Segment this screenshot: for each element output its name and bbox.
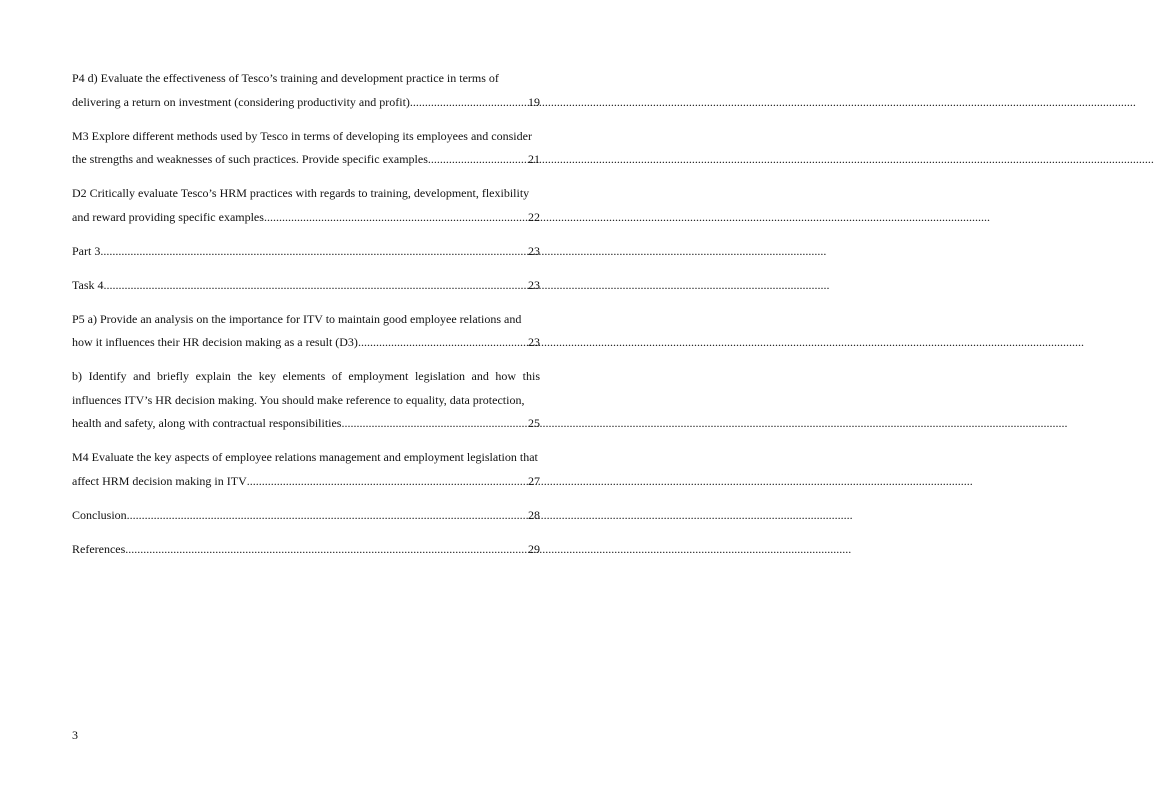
toc-entry-text: References [72, 541, 126, 556]
toc-page-number: 23 [528, 277, 540, 292]
toc-entry-m4[interactable] [72, 446, 540, 493]
table-of-contents [72, 67, 540, 572]
toc-entry-text: Part 3 [72, 243, 101, 258]
dot-leader [100, 240, 528, 264]
toc-page-number: 22 [528, 209, 540, 224]
toc-entry-m3[interactable] [72, 125, 540, 172]
toc-entry-text: delivering a return on investment (considering productivity and profit) [72, 94, 410, 109]
toc-page-number: 23 [528, 243, 540, 258]
toc-entry-task-4[interactable] [72, 274, 540, 298]
dot-leader [247, 470, 528, 494]
dot-leader [410, 91, 528, 115]
toc-page-number: 27 [528, 473, 540, 488]
dot-leader [341, 412, 528, 436]
dot-leader [127, 504, 528, 528]
toc-entry-p4d[interactable] [72, 67, 540, 114]
toc-entry-p5a[interactable] [72, 308, 540, 355]
toc-entry-text: P4 d) Evaluate the effectiveness of Tesco’s training and development practice in terms of [72, 71, 499, 85]
toc-page-number: 28 [528, 507, 540, 522]
toc-entry-text: Task 4 [72, 277, 104, 292]
toc-entry-text: and reward providing specific examples [72, 209, 264, 224]
toc-entry-references[interactable] [72, 538, 540, 562]
toc-entry-conclusion[interactable] [72, 504, 540, 528]
toc-entry-text: the strengths and weaknesses of such practices. Provide specific examples [72, 152, 428, 166]
toc-page-number: 21 [528, 152, 540, 166]
toc-page-number: 19 [528, 94, 540, 109]
dot-leader [104, 274, 529, 298]
dot-leader [125, 538, 528, 562]
toc-entry-part-3[interactable] [72, 240, 540, 264]
toc-entry-text: affect HRM decision making in ITV [72, 473, 247, 488]
toc-entry-text: how it influences their HR decision making as a result (D3) [72, 335, 358, 349]
toc-entry-text: health and safety, along with contractual responsibilities [72, 416, 342, 430]
dot-leader [264, 206, 528, 230]
toc-entry-text: P5 a) Provide an analysis on the importance for ITV to maintain good employee relations and [72, 311, 522, 326]
toc-entry-text: M4 Evaluate the key aspects of employee relations management and employment legislation that [72, 450, 538, 464]
toc-page-number: 25 [528, 416, 540, 430]
toc-entry-text: D2 Critically evaluate Tesco’s HRM practices with regards to training, development, flexibility [72, 186, 530, 200]
page-number: 3 [72, 728, 78, 742]
dot-leader [428, 148, 528, 172]
toc-entry-text: M3 Explore different methods used by Tesco in terms of developing its employees and consider [72, 128, 532, 143]
toc-page-number: 23 [528, 335, 540, 349]
toc-entry-b[interactable] [72, 365, 540, 436]
toc-entry-d2[interactable] [72, 182, 540, 229]
toc-entry-text: Conclusion [72, 507, 127, 522]
toc-page-number: 29 [528, 541, 540, 556]
dot-leader [358, 331, 528, 355]
toc-entry-text: b) Identify and briefly explain the key elements of employment legislation and how this influences ITV’s HR decision making. You should make reference to equality, data protection, [72, 369, 540, 407]
